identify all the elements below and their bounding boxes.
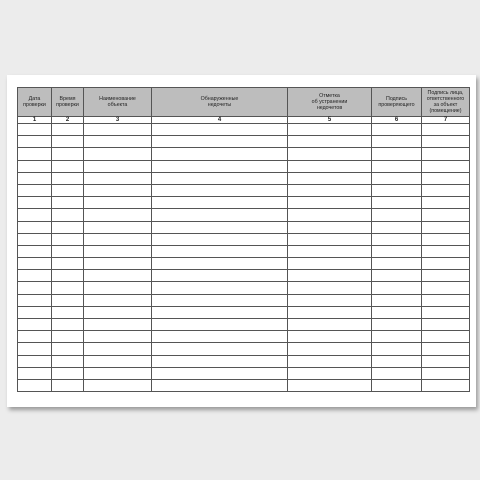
- table-cell[interactable]: [18, 233, 52, 245]
- table-cell[interactable]: [422, 245, 470, 257]
- table-cell[interactable]: [152, 355, 288, 367]
- header-inspector-signature: Подпись проверяющего: [372, 88, 422, 117]
- header-row: [18, 88, 470, 117]
- table-cell[interactable]: [372, 148, 422, 160]
- column-number: 6: [372, 117, 422, 124]
- table-cell[interactable]: [84, 282, 152, 294]
- table-cell[interactable]: [422, 306, 470, 318]
- header-found-defects: Обнаруженные недочеты: [152, 88, 288, 117]
- table-cell[interactable]: [422, 148, 470, 160]
- table-cell[interactable]: [422, 136, 470, 148]
- table-cell[interactable]: [372, 282, 422, 294]
- table-cell[interactable]: [52, 221, 84, 233]
- table-cell[interactable]: [288, 184, 372, 196]
- table-cell[interactable]: [52, 233, 84, 245]
- header-responsible-signature: Подпись лица, ответственного за объект (помещение): [422, 88, 470, 117]
- table-cell[interactable]: [84, 136, 152, 148]
- table-cell[interactable]: [372, 172, 422, 184]
- table-cell[interactable]: [288, 172, 372, 184]
- table-row: [18, 136, 470, 148]
- table-row: [18, 172, 470, 184]
- table-cell[interactable]: [288, 148, 372, 160]
- table-row: [18, 367, 470, 379]
- table-cell[interactable]: [288, 136, 372, 148]
- table-cell[interactable]: [288, 331, 372, 343]
- table-cell[interactable]: [18, 306, 52, 318]
- table-cell[interactable]: [288, 379, 372, 391]
- table-cell[interactable]: [84, 270, 152, 282]
- table-cell[interactable]: [372, 294, 422, 306]
- table-cell[interactable]: [372, 319, 422, 331]
- table-cell[interactable]: [18, 258, 52, 270]
- table-cell[interactable]: [288, 270, 372, 282]
- table-cell[interactable]: [84, 221, 152, 233]
- table-row: [18, 184, 470, 196]
- table-cell[interactable]: [152, 282, 288, 294]
- table-cell[interactable]: [152, 343, 288, 355]
- table-cell[interactable]: [52, 294, 84, 306]
- table-cell[interactable]: [152, 197, 288, 209]
- table-row: [18, 319, 470, 331]
- table-cell[interactable]: [422, 258, 470, 270]
- table-cell[interactable]: [422, 209, 470, 221]
- table-cell[interactable]: [52, 209, 84, 221]
- table-cell[interactable]: [288, 367, 372, 379]
- table-cell[interactable]: [152, 148, 288, 160]
- table-cell[interactable]: [52, 270, 84, 282]
- table-cell[interactable]: [422, 319, 470, 331]
- table-cell[interactable]: [52, 160, 84, 172]
- table-cell[interactable]: [422, 233, 470, 245]
- table-cell[interactable]: [288, 160, 372, 172]
- table-cell[interactable]: [84, 172, 152, 184]
- table-row: [18, 160, 470, 172]
- table-row: [18, 197, 470, 209]
- table-cell[interactable]: [152, 136, 288, 148]
- table-cell[interactable]: [18, 331, 52, 343]
- table-cell[interactable]: [152, 209, 288, 221]
- table-cell[interactable]: [18, 294, 52, 306]
- table-cell[interactable]: [152, 294, 288, 306]
- table-cell[interactable]: [84, 367, 152, 379]
- table-cell[interactable]: [52, 355, 84, 367]
- table-cell[interactable]: [152, 172, 288, 184]
- table-cell[interactable]: [372, 184, 422, 196]
- table-cell[interactable]: [84, 379, 152, 391]
- table-cell[interactable]: [422, 172, 470, 184]
- table-cell[interactable]: [84, 184, 152, 196]
- table-cell[interactable]: [288, 124, 372, 136]
- table-cell[interactable]: [372, 233, 422, 245]
- table-cell[interactable]: [422, 355, 470, 367]
- table-cell[interactable]: [84, 331, 152, 343]
- table-cell[interactable]: [288, 294, 372, 306]
- table-cell[interactable]: [288, 245, 372, 257]
- table-cell[interactable]: [422, 197, 470, 209]
- header-defects-fixed-mark: Отметка об устранении недочетов: [288, 88, 372, 117]
- table-cell[interactable]: [84, 355, 152, 367]
- table-cell[interactable]: [288, 209, 372, 221]
- table-cell[interactable]: [372, 245, 422, 257]
- table-cell[interactable]: [52, 258, 84, 270]
- table-row: [18, 270, 470, 282]
- table-cell[interactable]: [18, 270, 52, 282]
- table-row: [18, 306, 470, 318]
- table-cell[interactable]: [288, 258, 372, 270]
- table-cell[interactable]: [18, 172, 52, 184]
- table-cell[interactable]: [84, 294, 152, 306]
- table-cell[interactable]: [372, 355, 422, 367]
- table-row: [18, 221, 470, 233]
- table-cell[interactable]: [18, 197, 52, 209]
- table-cell[interactable]: [152, 258, 288, 270]
- table-cell[interactable]: [84, 197, 152, 209]
- table-cell[interactable]: [18, 209, 52, 221]
- table-cell[interactable]: [152, 160, 288, 172]
- column-number-row: [18, 117, 470, 124]
- table-cell[interactable]: [52, 172, 84, 184]
- table-cell[interactable]: [152, 379, 288, 391]
- table-cell[interactable]: [52, 306, 84, 318]
- table-cell[interactable]: [372, 160, 422, 172]
- table-cell[interactable]: [372, 136, 422, 148]
- table-cell[interactable]: [422, 124, 470, 136]
- table-cell[interactable]: [152, 233, 288, 245]
- table-cell[interactable]: [372, 258, 422, 270]
- column-number: 7: [422, 117, 470, 124]
- table-row: [18, 379, 470, 391]
- table-cell[interactable]: [372, 124, 422, 136]
- table-cell[interactable]: [52, 367, 84, 379]
- table-cell[interactable]: [288, 306, 372, 318]
- table-cell[interactable]: [372, 331, 422, 343]
- table-cell[interactable]: [52, 245, 84, 257]
- table-row: [18, 355, 470, 367]
- table-cell[interactable]: [84, 209, 152, 221]
- table-row: [18, 209, 470, 221]
- table-cell[interactable]: [152, 270, 288, 282]
- header-check-date: Дата проверки: [18, 88, 52, 117]
- table-cell[interactable]: [18, 343, 52, 355]
- table-cell[interactable]: [422, 160, 470, 172]
- table-cell[interactable]: [372, 367, 422, 379]
- table-cell[interactable]: [152, 184, 288, 196]
- table-cell[interactable]: [52, 282, 84, 294]
- table-cell[interactable]: [52, 184, 84, 196]
- table-cell[interactable]: [18, 148, 52, 160]
- table-cell[interactable]: [84, 245, 152, 257]
- table-row: [18, 258, 470, 270]
- table-cell[interactable]: [18, 245, 52, 257]
- table-cell[interactable]: [18, 379, 52, 391]
- table-cell[interactable]: [422, 184, 470, 196]
- journal-page: [7, 75, 476, 407]
- inspection-log-table: [17, 87, 470, 392]
- table-cell[interactable]: [152, 331, 288, 343]
- table-cell[interactable]: [422, 331, 470, 343]
- column-number: 1: [18, 117, 52, 124]
- table-cell[interactable]: [18, 319, 52, 331]
- table-cell[interactable]: [52, 136, 84, 148]
- table-cell[interactable]: [288, 197, 372, 209]
- table-cell[interactable]: [84, 319, 152, 331]
- column-number: 4: [152, 117, 288, 124]
- table-cell[interactable]: [18, 221, 52, 233]
- table-row: [18, 343, 470, 355]
- table-cell[interactable]: [18, 367, 52, 379]
- table-cell[interactable]: [84, 160, 152, 172]
- table-cell[interactable]: [18, 136, 52, 148]
- table-cell[interactable]: [84, 233, 152, 245]
- table-cell[interactable]: [372, 270, 422, 282]
- table-cell[interactable]: [288, 221, 372, 233]
- table-cell[interactable]: [288, 355, 372, 367]
- column-number: 2: [52, 117, 84, 124]
- table-cell[interactable]: [288, 319, 372, 331]
- table-cell[interactable]: [52, 343, 84, 355]
- table-row: [18, 148, 470, 160]
- table-row: [18, 124, 470, 136]
- table-cell[interactable]: [422, 379, 470, 391]
- table-cell[interactable]: [52, 124, 84, 136]
- table-cell[interactable]: [372, 343, 422, 355]
- table-cell[interactable]: [52, 148, 84, 160]
- table-cell[interactable]: [422, 367, 470, 379]
- table-cell[interactable]: [84, 343, 152, 355]
- table-cell[interactable]: [422, 221, 470, 233]
- table-row: [18, 294, 470, 306]
- table-cell[interactable]: [372, 379, 422, 391]
- table-cell[interactable]: [18, 355, 52, 367]
- table-cell[interactable]: [152, 124, 288, 136]
- table-row: [18, 233, 470, 245]
- column-number: 3: [84, 117, 152, 124]
- table-cell[interactable]: [52, 319, 84, 331]
- header-object-name: Наименование объекта: [84, 88, 152, 117]
- table-cell[interactable]: [372, 209, 422, 221]
- table-cell[interactable]: [422, 294, 470, 306]
- table-cell[interactable]: [422, 282, 470, 294]
- table-cell[interactable]: [288, 343, 372, 355]
- column-number: 5: [288, 117, 372, 124]
- table-cell[interactable]: [18, 282, 52, 294]
- table-cell[interactable]: [84, 258, 152, 270]
- table-cell[interactable]: [52, 379, 84, 391]
- header-check-time: Время проверки: [52, 88, 84, 117]
- table-cell[interactable]: [372, 197, 422, 209]
- table-row: [18, 282, 470, 294]
- table-cell[interactable]: [152, 319, 288, 331]
- table-cell[interactable]: [372, 221, 422, 233]
- table-cell[interactable]: [152, 306, 288, 318]
- table-cell[interactable]: [18, 160, 52, 172]
- table-cell[interactable]: [18, 124, 52, 136]
- table-cell[interactable]: [288, 233, 372, 245]
- table-cell[interactable]: [372, 306, 422, 318]
- table-cell[interactable]: [422, 343, 470, 355]
- table-cell[interactable]: [18, 184, 52, 196]
- table-cell[interactable]: [84, 124, 152, 136]
- table-cell[interactable]: [52, 197, 84, 209]
- table-cell[interactable]: [152, 245, 288, 257]
- table-cell[interactable]: [52, 331, 84, 343]
- table-cell[interactable]: [84, 306, 152, 318]
- table-row: [18, 245, 470, 257]
- table-cell[interactable]: [288, 282, 372, 294]
- table-cell[interactable]: [152, 367, 288, 379]
- table-row: [18, 331, 470, 343]
- table-cell[interactable]: [152, 221, 288, 233]
- table-cell[interactable]: [422, 270, 470, 282]
- table-cell[interactable]: [84, 148, 152, 160]
